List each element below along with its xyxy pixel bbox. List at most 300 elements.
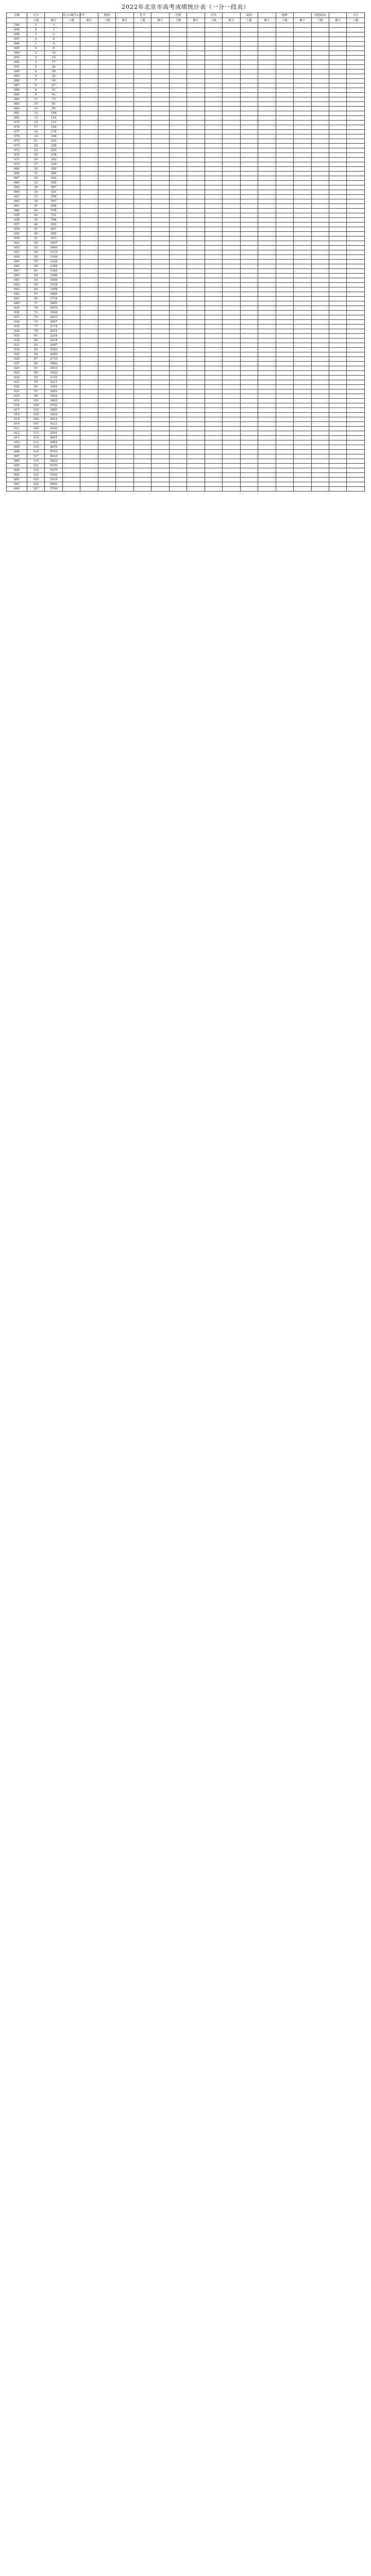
value-cell bbox=[240, 176, 258, 181]
value-cell bbox=[62, 190, 80, 195]
value-cell bbox=[187, 65, 205, 70]
value-cell bbox=[294, 399, 311, 403]
value-cell bbox=[329, 153, 346, 158]
value-cell bbox=[62, 181, 80, 185]
value-cell bbox=[347, 204, 365, 209]
value-cell bbox=[276, 348, 293, 352]
value-cell bbox=[311, 97, 329, 102]
value-cell bbox=[329, 436, 346, 440]
value-cell bbox=[98, 417, 115, 422]
value-cell bbox=[133, 301, 151, 306]
value-cell bbox=[329, 306, 346, 311]
value-cell bbox=[98, 431, 115, 436]
value-cell bbox=[223, 213, 240, 218]
value-cell bbox=[133, 121, 151, 125]
value-cell bbox=[311, 158, 329, 162]
value-cell bbox=[169, 278, 187, 283]
value-cell: 63 bbox=[27, 278, 45, 283]
value-cell bbox=[98, 459, 115, 464]
table-row bbox=[7, 343, 365, 348]
value-cell bbox=[258, 121, 276, 125]
value-cell bbox=[329, 28, 346, 32]
value-cell bbox=[98, 399, 115, 403]
value-cell: 2582 bbox=[45, 348, 62, 352]
value-cell bbox=[133, 287, 151, 292]
value-cell bbox=[133, 144, 151, 148]
value-cell bbox=[80, 246, 98, 250]
value-cell bbox=[258, 445, 276, 450]
value-cell bbox=[116, 422, 133, 427]
value-cell bbox=[169, 83, 187, 88]
value-cell: 154 bbox=[45, 125, 62, 130]
value-cell bbox=[169, 431, 187, 436]
value-cell: 1875 bbox=[45, 306, 62, 311]
value-cell bbox=[116, 158, 133, 162]
value-cell bbox=[62, 255, 80, 260]
value-cell bbox=[187, 185, 205, 190]
value-cell bbox=[276, 107, 293, 111]
value-cell bbox=[133, 325, 151, 329]
value-cell: 70 bbox=[27, 306, 45, 311]
value-cell bbox=[133, 46, 151, 51]
value-cell bbox=[294, 487, 311, 492]
value-cell bbox=[329, 102, 346, 107]
table-row bbox=[7, 459, 365, 464]
value-cell bbox=[294, 278, 311, 283]
value-cell bbox=[311, 334, 329, 338]
value-cell bbox=[240, 107, 258, 111]
value-cell bbox=[80, 144, 98, 148]
value-cell bbox=[80, 329, 98, 334]
score-cell: 644 bbox=[7, 283, 27, 287]
value-cell bbox=[151, 162, 169, 167]
value-cell: 40 bbox=[27, 209, 45, 213]
value-cell bbox=[347, 366, 365, 371]
score-table bbox=[6, 12, 365, 492]
value-cell bbox=[80, 74, 98, 79]
value-cell bbox=[151, 83, 169, 88]
value-cell: 6 bbox=[27, 88, 45, 93]
header-cell: 累计 bbox=[223, 18, 240, 23]
value-cell bbox=[169, 417, 187, 422]
value-cell bbox=[223, 107, 240, 111]
score-cell: 684 bbox=[7, 97, 27, 102]
value-cell bbox=[80, 199, 98, 204]
value-cell bbox=[116, 153, 133, 158]
table-row bbox=[7, 167, 365, 172]
value-cell bbox=[133, 51, 151, 56]
value-cell: 55 bbox=[27, 250, 45, 255]
value-cell bbox=[311, 385, 329, 389]
value-cell bbox=[223, 153, 240, 158]
value-cell bbox=[258, 468, 276, 473]
value-cell bbox=[294, 176, 311, 181]
value-cell bbox=[62, 241, 80, 246]
value-cell bbox=[80, 422, 98, 427]
value-cell bbox=[151, 445, 169, 450]
value-cell bbox=[276, 269, 293, 274]
value-cell bbox=[276, 56, 293, 60]
value-cell bbox=[329, 130, 346, 134]
value-cell bbox=[311, 371, 329, 376]
value-cell bbox=[347, 306, 365, 311]
value-cell bbox=[116, 380, 133, 385]
value-cell bbox=[80, 338, 98, 343]
value-cell bbox=[311, 79, 329, 83]
score-cell: 624 bbox=[7, 376, 27, 380]
table-row bbox=[7, 357, 365, 362]
value-cell bbox=[98, 213, 115, 218]
value-cell bbox=[116, 185, 133, 190]
value-cell bbox=[169, 487, 187, 492]
value-cell bbox=[98, 352, 115, 357]
value-cell bbox=[223, 255, 240, 260]
value-cell bbox=[329, 278, 346, 283]
value-cell bbox=[169, 51, 187, 56]
value-cell bbox=[116, 88, 133, 93]
value-cell bbox=[205, 241, 222, 246]
value-cell bbox=[133, 380, 151, 385]
value-cell bbox=[151, 278, 169, 283]
value-cell bbox=[347, 445, 365, 450]
value-cell bbox=[133, 32, 151, 37]
value-cell bbox=[205, 167, 222, 172]
value-cell bbox=[240, 162, 258, 167]
value-cell bbox=[311, 46, 329, 51]
value-cell bbox=[223, 190, 240, 195]
value-cell: 109 bbox=[45, 111, 62, 116]
value-cell bbox=[98, 51, 115, 56]
value-cell: 101 bbox=[27, 399, 45, 403]
value-cell: 4 bbox=[45, 37, 62, 42]
value-cell bbox=[240, 125, 258, 130]
value-cell bbox=[151, 320, 169, 325]
value-cell bbox=[240, 297, 258, 301]
value-cell bbox=[133, 79, 151, 83]
value-cell bbox=[62, 51, 80, 56]
value-cell bbox=[80, 227, 98, 232]
value-cell bbox=[294, 315, 311, 320]
value-cell bbox=[187, 338, 205, 343]
value-cell bbox=[347, 292, 365, 297]
value-cell bbox=[329, 162, 346, 167]
value-cell bbox=[347, 255, 365, 260]
header-cell: 人数 bbox=[276, 18, 293, 23]
value-cell bbox=[258, 269, 276, 274]
value-cell bbox=[223, 28, 240, 32]
value-cell bbox=[151, 32, 169, 37]
value-cell: 100 bbox=[27, 403, 45, 408]
value-cell bbox=[169, 427, 187, 431]
value-cell bbox=[151, 440, 169, 445]
value-cell bbox=[133, 487, 151, 492]
value-cell bbox=[187, 445, 205, 450]
value-cell bbox=[151, 167, 169, 172]
value-cell bbox=[294, 181, 311, 185]
value-cell bbox=[276, 227, 293, 232]
value-cell bbox=[347, 181, 365, 185]
value-cell bbox=[258, 436, 276, 440]
value-cell bbox=[116, 148, 133, 153]
value-cell bbox=[151, 413, 169, 417]
value-cell bbox=[169, 204, 187, 209]
value-cell bbox=[329, 107, 346, 111]
value-cell bbox=[116, 190, 133, 195]
value-cell bbox=[347, 352, 365, 357]
value-cell bbox=[223, 315, 240, 320]
value-cell bbox=[80, 357, 98, 362]
value-cell bbox=[116, 176, 133, 181]
value-cell bbox=[80, 334, 98, 338]
value-cell bbox=[62, 292, 80, 297]
value-cell bbox=[133, 70, 151, 74]
table-row bbox=[7, 209, 365, 213]
value-cell bbox=[98, 46, 115, 51]
value-cell: 4451 bbox=[45, 436, 62, 440]
value-cell bbox=[311, 450, 329, 454]
score-cell: 665 bbox=[7, 185, 27, 190]
value-cell bbox=[276, 250, 293, 255]
value-cell bbox=[151, 473, 169, 478]
value-cell bbox=[80, 134, 98, 139]
value-cell bbox=[258, 329, 276, 334]
value-cell bbox=[151, 139, 169, 144]
value-cell bbox=[329, 334, 346, 338]
value-cell bbox=[258, 116, 276, 121]
value-cell bbox=[223, 422, 240, 427]
value-cell bbox=[80, 111, 98, 116]
value-cell bbox=[187, 269, 205, 274]
value-cell: 1 bbox=[27, 42, 45, 46]
table-row bbox=[7, 311, 365, 315]
value-cell bbox=[133, 88, 151, 93]
value-cell bbox=[62, 246, 80, 250]
value-cell bbox=[329, 301, 346, 306]
value-cell bbox=[62, 325, 80, 329]
value-cell bbox=[187, 260, 205, 264]
value-cell bbox=[116, 389, 133, 394]
table-row bbox=[7, 241, 365, 246]
value-cell bbox=[258, 403, 276, 408]
value-cell bbox=[169, 23, 187, 28]
value-cell bbox=[294, 427, 311, 431]
value-cell bbox=[98, 93, 115, 97]
score-cell: 670 bbox=[7, 162, 27, 167]
value-cell bbox=[205, 246, 222, 250]
value-cell bbox=[187, 42, 205, 46]
score-cell: 621 bbox=[7, 389, 27, 394]
value-cell: 5270 bbox=[45, 468, 62, 473]
value-cell bbox=[258, 487, 276, 492]
value-cell bbox=[276, 125, 293, 130]
value-cell bbox=[169, 459, 187, 464]
value-cell bbox=[187, 121, 205, 125]
value-cell bbox=[276, 74, 293, 79]
value-cell bbox=[169, 107, 187, 111]
value-cell bbox=[133, 167, 151, 172]
value-cell: 37 bbox=[27, 195, 45, 199]
value-cell bbox=[258, 167, 276, 172]
value-cell bbox=[133, 93, 151, 97]
value-cell: 19 bbox=[27, 134, 45, 139]
value-cell bbox=[187, 116, 205, 121]
value-cell bbox=[151, 478, 169, 482]
value-cell bbox=[98, 292, 115, 297]
value-cell: 2097 bbox=[45, 320, 62, 325]
value-cell bbox=[311, 436, 329, 440]
value-cell bbox=[276, 385, 293, 389]
value-cell bbox=[187, 107, 205, 111]
value-cell bbox=[133, 176, 151, 181]
value-cell bbox=[329, 380, 346, 385]
value-cell bbox=[294, 478, 311, 482]
value-cell bbox=[329, 46, 346, 51]
value-cell: 4121 bbox=[45, 422, 62, 427]
value-cell bbox=[329, 255, 346, 260]
value-cell bbox=[311, 431, 329, 436]
value-cell bbox=[240, 352, 258, 357]
value-cell bbox=[311, 195, 329, 199]
value-cell: 3 bbox=[27, 46, 45, 51]
value-cell bbox=[151, 28, 169, 32]
value-cell bbox=[98, 125, 115, 130]
value-cell bbox=[62, 417, 80, 422]
value-cell bbox=[169, 74, 187, 79]
score-cell: 658 bbox=[7, 218, 27, 223]
value-cell bbox=[205, 121, 222, 125]
value-cell bbox=[205, 158, 222, 162]
value-cell bbox=[276, 51, 293, 56]
value-cell bbox=[80, 399, 98, 403]
value-cell: 17 bbox=[27, 125, 45, 130]
value-cell bbox=[187, 139, 205, 144]
value-cell bbox=[98, 454, 115, 459]
value-cell bbox=[169, 195, 187, 199]
value-cell bbox=[80, 380, 98, 385]
value-cell bbox=[169, 111, 187, 116]
value-cell bbox=[116, 167, 133, 172]
value-cell bbox=[294, 366, 311, 371]
value-cell: 85 bbox=[27, 348, 45, 352]
value-cell bbox=[151, 250, 169, 255]
value-cell bbox=[80, 223, 98, 227]
value-cell bbox=[169, 306, 187, 311]
value-cell bbox=[98, 162, 115, 167]
value-cell bbox=[205, 311, 222, 315]
value-cell bbox=[133, 232, 151, 236]
value-cell bbox=[80, 250, 98, 255]
value-cell bbox=[116, 334, 133, 338]
value-cell bbox=[205, 236, 222, 241]
value-cell bbox=[169, 232, 187, 236]
value-cell bbox=[223, 362, 240, 366]
table-row bbox=[7, 185, 365, 190]
value-cell bbox=[329, 468, 346, 473]
value-cell bbox=[80, 232, 98, 236]
value-cell bbox=[329, 246, 346, 250]
value-cell bbox=[240, 111, 258, 116]
value-cell bbox=[62, 32, 80, 37]
value-cell bbox=[276, 403, 293, 408]
value-cell bbox=[347, 74, 365, 79]
value-cell bbox=[116, 102, 133, 107]
value-cell bbox=[205, 264, 222, 269]
value-cell bbox=[116, 134, 133, 139]
value-cell bbox=[205, 148, 222, 153]
value-cell bbox=[223, 227, 240, 232]
score-cell: 677 bbox=[7, 130, 27, 134]
value-cell bbox=[151, 148, 169, 153]
value-cell bbox=[151, 204, 169, 209]
value-cell bbox=[223, 473, 240, 478]
value-cell bbox=[151, 348, 169, 352]
value-cell bbox=[240, 213, 258, 218]
value-cell bbox=[347, 209, 365, 213]
value-cell bbox=[98, 348, 115, 352]
value-cell bbox=[240, 413, 258, 417]
value-cell bbox=[133, 162, 151, 167]
value-cell bbox=[169, 185, 187, 190]
value-cell: 113 bbox=[27, 440, 45, 445]
score-cell: 674 bbox=[7, 144, 27, 148]
value-cell bbox=[62, 93, 80, 97]
value-cell bbox=[329, 320, 346, 325]
value-cell bbox=[223, 65, 240, 70]
value-cell bbox=[294, 408, 311, 413]
value-cell: 23 bbox=[27, 148, 45, 153]
value-cell bbox=[169, 56, 187, 60]
value-cell bbox=[80, 362, 98, 366]
value-cell bbox=[240, 422, 258, 427]
value-cell: 1534 bbox=[45, 283, 62, 287]
value-cell: 1007 bbox=[45, 241, 62, 246]
table-row bbox=[7, 283, 365, 287]
value-cell bbox=[116, 209, 133, 213]
score-cell: 653 bbox=[7, 241, 27, 246]
value-cell bbox=[223, 60, 240, 65]
value-cell bbox=[276, 371, 293, 376]
value-cell: 1226 bbox=[45, 260, 62, 264]
score-cell: 641 bbox=[7, 297, 27, 301]
value-cell: 67 bbox=[27, 292, 45, 297]
value-cell: 51 bbox=[27, 236, 45, 241]
value-cell bbox=[329, 394, 346, 399]
value-cell bbox=[80, 413, 98, 417]
score-cell: 625 bbox=[7, 371, 27, 376]
value-cell bbox=[311, 264, 329, 269]
value-cell bbox=[329, 176, 346, 181]
value-cell: 32 bbox=[45, 74, 62, 79]
value-cell bbox=[62, 83, 80, 88]
value-cell: 10 bbox=[45, 51, 62, 56]
value-cell bbox=[133, 473, 151, 478]
value-cell bbox=[240, 255, 258, 260]
value-cell bbox=[311, 325, 329, 329]
value-cell bbox=[116, 468, 133, 473]
value-cell bbox=[116, 260, 133, 264]
value-cell bbox=[187, 385, 205, 389]
value-cell bbox=[294, 292, 311, 297]
value-cell bbox=[311, 125, 329, 130]
value-cell bbox=[80, 255, 98, 260]
value-cell: 8 bbox=[27, 83, 45, 88]
value-cell bbox=[258, 32, 276, 37]
score-cell: 637 bbox=[7, 315, 27, 320]
value-cell bbox=[276, 88, 293, 93]
value-cell bbox=[169, 408, 187, 413]
value-cell bbox=[169, 320, 187, 325]
value-cell bbox=[205, 403, 222, 408]
